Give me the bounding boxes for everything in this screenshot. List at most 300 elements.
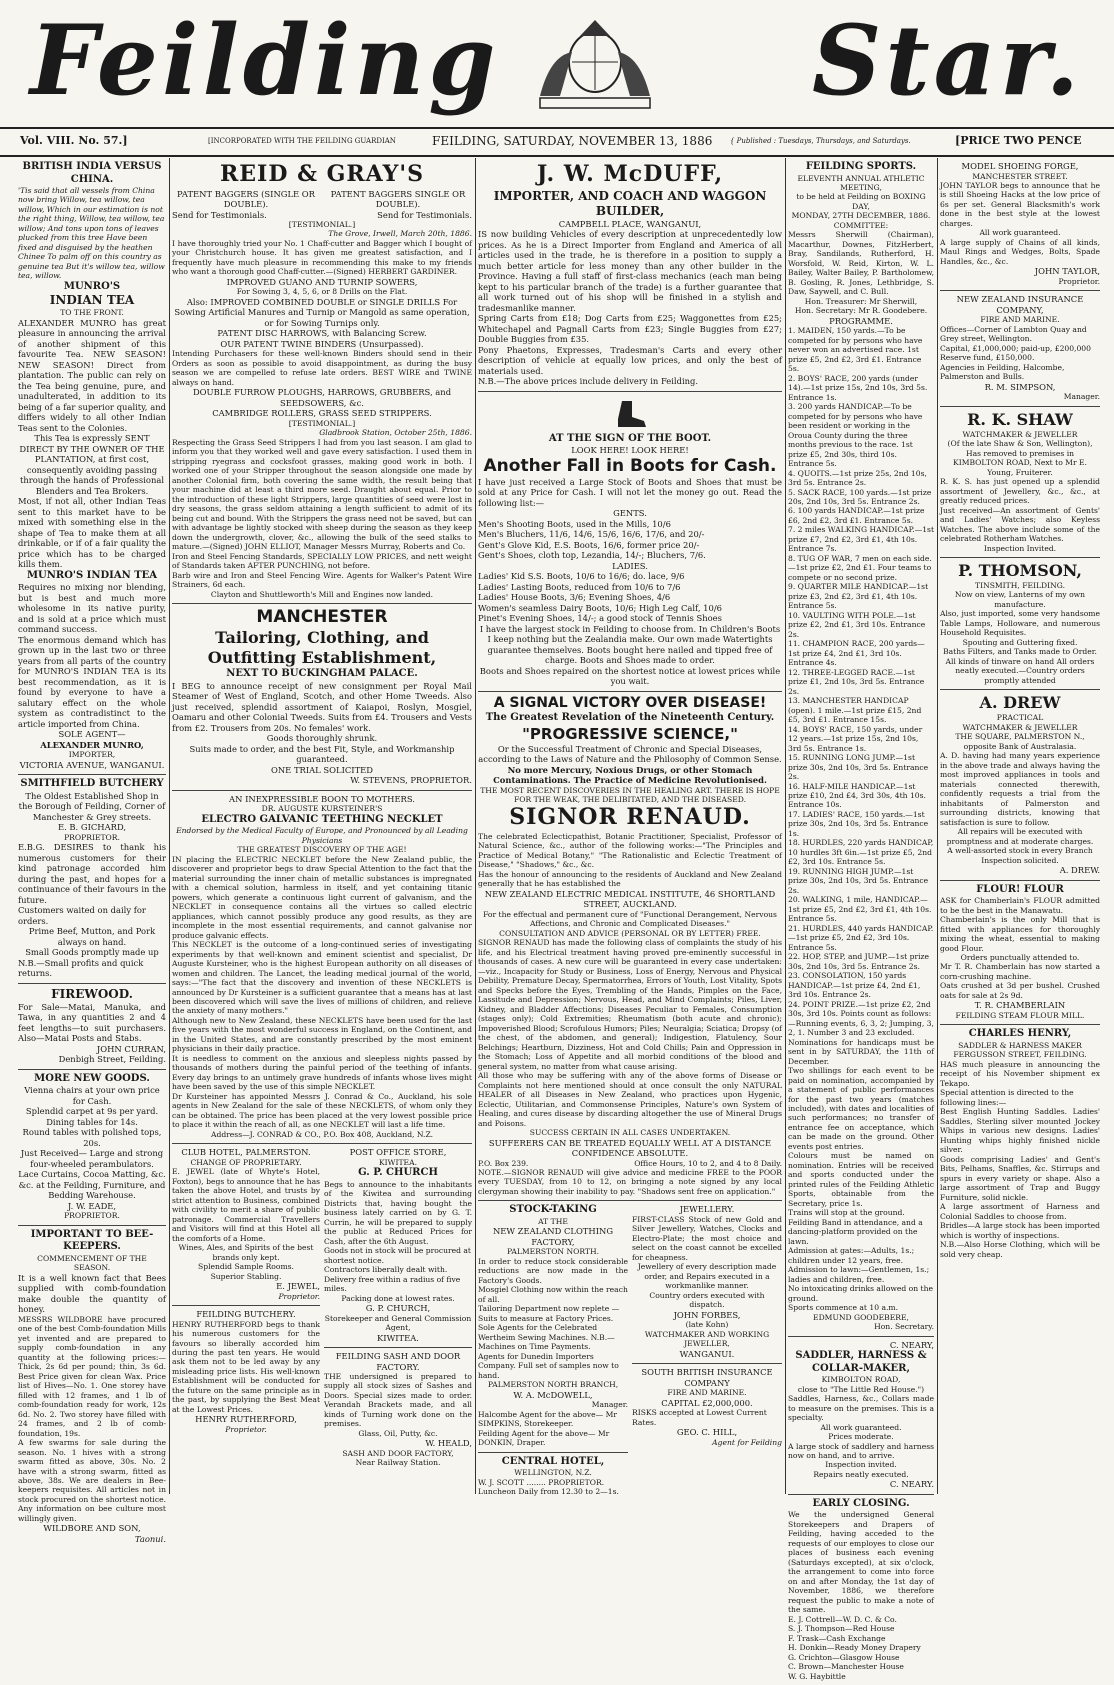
reid-testimonial-text: I have thoroughly tried your No. 1 Chaff-cutter and Bagger which I bought of your Christchurch house. It has given me greatest satisfaction, and I frequently have much pleasure in recommending this make to my friends who want a thorough good Chaff-cutter.—(Signed) HERBERT GARDINER. <box>172 238 472 277</box>
flour-role: FEILDING STEAM FLOUR MILL. <box>955 1010 1085 1020</box>
henry-place: FERGUSSON STREET, FEILDING. <box>953 1050 1087 1060</box>
stock-taking-line-7: Feilding Agent for the above— Mr DONKIN, Draper. <box>478 1428 610 1448</box>
bee-text: It is a well known fact that Bees supplied with comb-foundation make double the quantity of honey. <box>18 1272 166 1315</box>
renaud-text: The celebrated Eclecticpathist, Botanic Practitioner, Specialist, Professor of Natural Science, &c., author of the following works:—"The Principles and Practice of Medical Botany," "The Rationalistic and Eclectic Treatment of Disease," "Shadows," &c., &c. <box>478 831 782 870</box>
masthead-title-right: Star. <box>812 4 1084 117</box>
nzi-text-2: Capital, £1,000,000; paid-up, £200,000 Reserve fund, £150,000. <box>940 343 1091 363</box>
sash-title: FEILDING SASH AND DOOR FACTORY. <box>335 1351 461 1372</box>
programme-event: 7. 2 miles WALKING HANDICAP.—1st prize £7, 2nd £2, 3rd £1, 4th 10s. Entrance 7s. <box>788 525 935 554</box>
signatory: E. J. Cottrell—W. D. C. & Co. <box>788 1614 897 1624</box>
rks-text-2: R. K. S. has just opened up a splendid assortment of Jewellery, &c., &c., at greatly reduced prices. <box>940 477 1100 506</box>
central-hotel-ad <box>478 1453 628 1501</box>
mcduff-line-2: Spring Carts from £18; Dog Carts from £25; Waggonettes from £25; Whitechapel and Pagnall Carts from £23; Single Buggies from £27; Double Buggies from £35. <box>478 313 782 344</box>
programme-event: 16. HALF-MILE HANDICAP.—1st prize £10, 2nd £4, 3rd 30s, 4th 10s. Entrance 10s. <box>788 781 926 810</box>
agent-role: IMPORTER, <box>68 750 116 760</box>
feilding-butchery-ad <box>172 1306 320 1438</box>
thomson-text-4: Baths Filters, and Tanks made to Order. <box>943 647 1097 657</box>
neary-name: C. NEARY, <box>889 1339 934 1350</box>
programme-event: 5. SACK RACE, 100 yards.—1st prize 20s, 2nd 10s, 3rd 5s. Entrance 2s. <box>788 487 932 506</box>
reid-line-1: IMPROVED GUANO AND TURNIP SOWERS, <box>226 276 418 287</box>
goods-line-6: Lace Curtains, Cocoa Matting, &c. &c. at the Feilding, Furniture, and Bedding Warehouse. <box>18 1169 166 1201</box>
club-line-2: Wines, Ales, and Spirits of the best brands only kept. <box>178 1243 314 1262</box>
renaud-text-4: SIGNOR RENAUD has made the following class of complaints the study of his life, and his Electrical treatment having proved pre-eminently successful in thousands of cases. A new cure will be guaranteed in every case undertaken:—viz., Incapacity for Study or Business, Loss of Energy, Nervous and Physical Debility, Premature Decay, Spermatorrhea, Errors of Youth, Lost Vitality, Spots and Specks before the Eyes, Trembling of the Hands, Pimples on the Face, Lassitude and Depression; Nervous, Head, and Mind Complaints; Piles, Liver, Kidney, and Bladder Affections; Diseases Peculiar to Females, Consumption (stages only); Cold Extremities; Rheumatism (both acute and chronic); Impoverished Blood; Scrofulous Humors; Piles; Neuralgia; Sciatica; Dropsy (of the chest, of the abdomen, and general); Indigestion, Flatulency, Sour Belchings; Heartburn, Dizziness, Hot and Cold Chills; Pain and Oppression in the Stomach; Loss of Appetite and all morbid conditions of the blood and general system, no matter from what cause arising. <box>478 938 782 1071</box>
munro-text: ALEXANDER MUNRO has great pleasure in announcing the arrival of another shipment of this favourite Tea. NEW SEASON! NEW SEASON! Direct from plantation. The public can rely on the Tea being genuine, pure, and unadulterated, in addition to its being of a far superior quality, and differs widely to all other Indian Teas sent to the Colonies. <box>18 317 166 433</box>
goods-line-2: Splendid carpet at 9s per yard. <box>25 1106 159 1117</box>
munro-tea-2-head: MUNRO'S INDIAN TEA <box>26 569 158 581</box>
renaud-text-5: All those who may be suffering with any of the above forms of Disease or Complaints not here mentioned should at once consult the only NATURAL HEALER of all Diseases in New Zealand, who practices upon Hygenic, Eclectic, Utilitarian, and Commonsense Principles, Nature's own System of Healing, and cures disease by discarding altogether the use of Mineral Drugs and Poisons. <box>478 1071 782 1128</box>
boon-address: Address—J. CONRAD & CO., P.O. Box 408, Auckland, N.Z. <box>210 1129 434 1139</box>
mcduff-title: J. W. McDUFF, <box>536 161 724 187</box>
programme-event: 24. POINT PRIZE.—1st prize £2, 2nd 30s, 3rd 10s. Points count as follows:—Running events, 6, 3, 2; Jumping, 3, 2, 1. Number 3 and 23 excluded. <box>788 999 934 1038</box>
sbi-sub: FIRE AND MARINE. <box>667 1388 747 1398</box>
rks-text: Has removed to premises in KIMBOLTON ROAD, Next to Mr E. Young, Fruiterer. <box>953 448 1087 477</box>
early-closing-signatories <box>788 1615 934 1681</box>
central-hotel-owner: W. J. SCOTT ........ PROPRIETOR. <box>478 1477 605 1487</box>
manchester-sub: NEXT TO BUCKINGHAM PALACE. <box>226 668 418 680</box>
reid-line-9: Iron and Steel Fencing Standards, SPECIALLY LOW PRICES, and nett weight of Standards taken AFTER PUNCHING, not before. <box>172 551 472 571</box>
boot-sub: LOOK HERE! LOOK HERE! <box>571 445 689 455</box>
central-hotel-line-2: Luncheon Daily from 12.30 to 2—1s. <box>478 1487 619 1497</box>
programme-event: 13. MANCHESTER HANDICAP (open). 1 mile.—1st prize £15, 2nd £5, 3rd £1. Entrance 15s. <box>788 696 922 725</box>
boot-line-3: Boots and Shoes repaired on the shortest notice at lowest prices while you wait. <box>479 665 781 687</box>
column-2-lower <box>172 1144 472 1472</box>
fb-role: Proprietor. <box>225 1424 267 1434</box>
manchester-head: Tailoring, Clothing, and Outfitting Establishment, <box>207 628 437 668</box>
nzi-title: NEW ZEALAND INSURANCE COMPANY, <box>956 294 1084 315</box>
reid-line-2: For Sowing 3, 4, 5, 6, or 8 Drills on the Flat. <box>236 287 408 297</box>
stock-taking-line-6: Halcombe Agent for the above— Mr SIMPKINS, Storekeeper. <box>478 1409 618 1429</box>
jewellery-text: FIRST-CLASS Stock of new Gold and Silver Jewellery, Watches, Clocks and Electro-Plate; the most choice and select on the coast cannot be excelled for cheapness. <box>632 1214 782 1262</box>
smithfield-butchery-ad <box>18 775 166 983</box>
boon-sub-3: THE GREATEST DISCOVERY OF THE AGE! <box>237 845 407 855</box>
programme-event: 18. HURDLES, 220 yards HANDICAP, 10 hurdles 3ft 6in.—1st prize £5, 2nd £2, 3rd 10s. Entrance 5s. <box>788 838 934 867</box>
sports-text-3: Colours must be named on nomination. Entries will be received and sports conducted under the printed rules of the Feilding Athletic Sports, obtainable from the Secretary, price 1s. <box>788 1151 934 1208</box>
munro-text-3: Most, if not all, other Indian Teas sent to this market have to be mixed with something else in the shape of Tea to make them at all drinkable, or if of a fair quality the price which has to be charged kills them. <box>18 496 166 570</box>
masthead <box>0 0 1114 118</box>
drew-place: THE SQUARE, PALMERSTON N., opposite Bank of Australasia. <box>955 732 1085 751</box>
firewood-ad <box>18 984 166 1070</box>
new-goods-ad <box>18 1070 166 1226</box>
boot-icon <box>610 399 650 429</box>
reid-testimonial-2-label: [TESTIMONIAL.] <box>288 418 356 428</box>
post-office-store-ad <box>324 1144 472 1348</box>
po-role: Storekeeper and General Commission Agent, <box>324 1313 472 1333</box>
po-owner: G. P. CHURCH, <box>365 1303 431 1314</box>
thomson-title: P. THOMSON, <box>958 561 1082 580</box>
flour-text-3: Orders punctually attended to. <box>960 952 1080 962</box>
stock-taking-text: In order to reduce stock considerable reductions are now made in the Factory's Goods. <box>478 1256 628 1285</box>
boot-shop-ad <box>478 392 782 692</box>
signatory: S. J. Thompson—Red House <box>788 1624 895 1634</box>
drew-text: A. D. having had many years experience in the above trade and always having the most improved appliances in tools and materials connected therewith, confidently requests a trial from the inhabitants of Palmerston and surrounding districts, knowing that satisfaction is sure to follow. <box>940 751 1100 827</box>
nzi-role: Manager. <box>1063 392 1100 402</box>
agent-label: SOLE AGENT— <box>58 729 126 740</box>
sports-sub-2: to be held at Feilding on BOXING DAY, <box>796 192 926 211</box>
henry-text-5: A large assortment of Harness and Colonial Saddles to choose from. <box>940 1202 1100 1221</box>
boot-line-2: I have the largest stock in Feilding to choose from. In Children's Boots I keep nothing but the Zealandia make. Our own made Watertights guarantee themselves. Boots bought here nailed and tipped free of charge. Boots and Shoes made to order. <box>479 623 781 666</box>
agent-address: VICTORIA AVENUE, WANGANUI. <box>19 759 165 770</box>
tea-poem-title: BRITISH INDIA VERSUS CHINA. <box>22 161 162 185</box>
club-owner: E. JEWEL, <box>276 1281 320 1292</box>
programme-event: 9. QUARTER MILE HANDICAP.—1st prize £3, 2nd £2, 3rd £1, 4th 10s. Entrance 5s. <box>788 582 929 611</box>
neary-saddler-ad <box>788 1337 934 1495</box>
signal-sub-2: Or the Successful Treatment of Chronic and Special Diseases, according to the Laws of Nature and the Philosophy of Common Sense. <box>478 743 782 764</box>
boon-head: ELECTRO GALVANIC TEETHING NECKLET <box>201 813 443 825</box>
bee-owner: WILDBORE AND SON, <box>43 1523 141 1534</box>
programme-event: 17. LADIES' RACE, 150 yards.—1st prize 30s, 2nd 10s, 3rd 5s. Entrance 1s. <box>788 809 929 838</box>
south-british-insurance-ad <box>632 1364 782 1451</box>
renaud-text-3: For the effectual and permanent cure of "Functional Derangement, Nervous Affections, and Chronic and Complicated Diseases." <box>483 909 777 929</box>
programme-event: 21. HURDLES, 440 yards HANDICAP.—1st prize £5, 2nd £2, 3rd 10s. Entrance 5s. <box>788 923 934 952</box>
boot-head: Another Fall in Boots for Cash. <box>483 455 777 476</box>
sash-text: THE undersigned is prepared to supply all stock sizes of Sashes and Doors. Special sizes made to order. Verandah Brackets made, and all kinds of Turning work done on the premises. <box>324 1372 472 1429</box>
reid-line-4: PATENT DISC HARROWS, with Balancing Screw. <box>217 328 427 339</box>
sbi-owner: GEO. C. HILL, <box>676 1427 738 1438</box>
early-closing-text: We the undersigned General Storekeepers and Drapers of Feilding, having acceded to the requests of our employes to close our places of business each evening (Saturdays excepted), at six o'clock, the arrangement to come into force on and after Monday, the 1st day of November, 1886, we therefore request the public to make a note of the same. <box>788 1510 934 1615</box>
reid-title: REID & GRAY'S <box>220 161 424 187</box>
sports-text-5: Feilding Band in attendance, and a dancing-platform provided on the lawn. <box>788 1217 923 1246</box>
flour-text-2: Chamberlain's is the only Mill that is fitted with appliances for thoroughly mixing the wheat, essential to making good Flour. <box>940 915 1100 953</box>
price: [PRICE TWO PENCE <box>955 134 1082 147</box>
reid-line-8: CAMBRIDGE ROLLERS, GRASS SEED STRIPPERS. <box>212 408 432 419</box>
henry-text: HAS much pleasure in announcing the receipt of his November shipment ex Tekapo. <box>940 1059 1100 1088</box>
jewellery-line-3: Country orders executed with dispatch. <box>649 1290 765 1310</box>
drew-text-2: All repairs will be executed with promptness and at moderate charges. <box>946 827 1094 846</box>
renaud-distance: SUFFERERS CAN BE TREATED EQUALLY WELL AT A DISTANCE CONFIDENCE ABSOLUTE. <box>488 1137 772 1158</box>
stock-taking-line-2: Mosgiel Clothing now within the reach of all. <box>478 1285 628 1304</box>
flour-owner: T. R. CHAMBERLAIN <box>974 1000 1066 1011</box>
renaud-institute: NEW ZEALAND ELECTRIC MEDICAL INSTITUTE, 46 SHORTLAND STREET, AUCKLAND. <box>484 888 776 910</box>
volume-number: Vol. VIII. No. 57.] <box>20 134 128 147</box>
manchester-line-2: Goods thoroughly shrunk. <box>266 733 378 744</box>
programme-event: 23. CONSOLATION, 150 yards HANDICAP.—1st prize £4, 2nd £1, 3rd 10s. Entrance 2s. <box>788 971 921 1000</box>
neary-text: Saddles, Harness, &c., Collars made to measure on the premises. This is a specialty. <box>788 1394 934 1423</box>
sash-line-2: Glass, Oil, Putty, &c. <box>358 1428 438 1438</box>
forge-owner: JOHN TAYLOR, <box>1034 266 1100 277</box>
reid-gray-ad <box>172 158 472 604</box>
boon-text-3: Although new to New Zealand, these NECKLETS have been used for the last five years with the most wonderful success in England, on the Continent, and in the United States, and are constantly prescribed by the most eminent physicians in their daily practice. <box>172 1015 472 1054</box>
signal-head: "PROGRESSIVE SCIENCE," <box>522 724 738 743</box>
renaud-consultation: CONSULTATION AND ADVICE (PERSONAL OR BY LETTER) FREE. <box>499 928 761 938</box>
programme-event: 14. BOYS' RACE, 150 yards, under 12 years.—1st prize 15s, 2nd 10s, 3rd 5s. Entrance 1s. <box>788 724 923 753</box>
reid-testimonial-place: The Grove, Irwell, March 20th, 1886. <box>328 229 472 239</box>
manchester-tailoring-ad <box>172 604 472 791</box>
central-hotel-title: CENTRAL HOTEL, <box>501 1455 605 1467</box>
early-closing-ad <box>788 1495 934 1685</box>
sbi-title: SOUTH BRITISH INSURANCE COMPANY <box>641 1367 773 1388</box>
henry-sub: SADDLER & HARNESS MAKER <box>958 1040 1082 1050</box>
sash-door-factory-ad <box>324 1348 472 1472</box>
stock-taking-at: AT THE <box>538 1216 568 1226</box>
sports-text: Nominations for handicaps must be sent in by SATURDAY, the 11th of December. <box>788 1037 934 1066</box>
boon-sub: DR. AUGUSTE KURSTEINER'S <box>261 804 383 814</box>
bee-sub: COMMENCEMENT OF THE SEASON. <box>37 1253 147 1273</box>
programme-event: 12. THREE-LEGGED RACE.—1st prize £1, 2nd 10s, 3rd 5s. Entrance 2s. <box>788 667 925 696</box>
stock-taking-ad <box>478 1201 628 1452</box>
rks-sub: WATCHMAKER & JEWELLER <box>962 429 1078 439</box>
sports-role: Hon. Secretary. <box>874 1322 934 1332</box>
butchery-owner: E. B. GICHARD, <box>57 822 127 833</box>
stock-taking-role: Manager. <box>591 1400 628 1410</box>
reid-testimonial-label: [TESTIMONIAL.] <box>288 220 356 229</box>
programme-event: 1. MAIDEN, 150 yards.—To be competed for by persons who have never won an advertised race. 1st prize £5, 2nd £2, 3rd £1. Entrance 5s. <box>788 326 923 374</box>
rks-text-4: Inspection Invited. <box>983 543 1057 553</box>
signal-line-2: THE MOST RECENT DISCOVERIES IN THE HEALING ART. THERE IS HOPE FOR THE WEAK, THE DELIBITATED, AND THE DISEASED. <box>480 785 780 804</box>
programme-event: 10. VAULTING WITH POLE.—1st prize £2, 2nd £1, 3rd 10s. Entrance 2s. <box>788 610 926 639</box>
ladies-item: Ladies' Lasting Boots, reduced from 10/6 to 7/6 <box>478 581 681 592</box>
sash-owner: W. HEALD, <box>425 1438 472 1449</box>
stock-taking-title: STOCK-TAKING <box>509 1204 597 1216</box>
reid-line-3: Also: IMPROVED COMBINED DOUBLE or SINGLE DRILLS For Sowing Artificial Manures and Turnip or Mangold as same operation, or for Sowing Turnips only. <box>174 296 470 328</box>
sports-committee-label: COMMITTEE: <box>833 220 889 230</box>
nzi-owner: R. M. SIMPSON, <box>984 381 1056 392</box>
boon-text-5: Dr Kursteiner has appointed Messrs J. Conrad & Co., Auckland, his sole agents in New Zealand for the sale of these NECKLETS, of whom only they can be obtained. The price has been placed at the very lowest possible price to place it within the reach of all, as one NECKLET will last a life time. <box>172 1091 472 1130</box>
reid-left: PATENT BAGGERS (SINGLE OR DOUBLE). <box>177 188 315 209</box>
reid-line-5: OUR PATENT TWINE BINDERS (Unsurpassed). <box>220 338 424 349</box>
rks-sub-2: (Of the late Shaw & Son, Wellington), <box>947 439 1093 449</box>
neary-line-5: Inspection invited. <box>825 1460 897 1470</box>
munro-sub: TO THE FRONT. <box>60 308 124 318</box>
flour-ad <box>940 881 1100 1026</box>
bee-place: Taonui. <box>134 1533 166 1544</box>
sports-secretary: Hon. Secretary: Mr R. Goodebere. <box>794 306 928 316</box>
ebg-line-5: N.B.—Small profits and quick returns. <box>18 957 144 979</box>
jewellery-role-2: WATCHMAKER AND WORKING JEWELLER, <box>644 1329 770 1349</box>
sports-text-7: No intoxicating drinks allowed on the ground. <box>788 1284 933 1303</box>
mcduff-place: CAMPBELL PLACE, WANGANUI, <box>558 218 702 229</box>
drew-text-3: A well-assorted stock in every Branch <box>947 846 1093 856</box>
forge-text: JOHN TAYLOR begs to announce that he is still Shoeing Hacks at the low price of 6s per set. General Blacksmith's work done in the best style at the lowest charges. <box>940 180 1100 228</box>
goods-line-5: Just Received— Large and strong four-wheeled perambulators. <box>20 1148 164 1169</box>
drew-title: A. DREW <box>979 693 1061 713</box>
early-closing-title: EARLY CLOSING. <box>812 1497 910 1509</box>
programme-event: 11. CHAMPION RACE, 200 yards—1st prize £4, 2nd £1, 3rd 10s. Entrance 4s. <box>788 639 925 668</box>
column-1 <box>18 158 166 1544</box>
stock-taking-line-4: Sole Agents for the Celebrated Wertheim Sewing Machines. N.B.— Machines on Time Payments. <box>478 1323 615 1352</box>
henry-title: CHARLES HENRY, <box>968 1028 1072 1040</box>
drew-owner: A. DREW. <box>1059 865 1100 876</box>
tea-poem-ad <box>18 158 166 775</box>
programme-event: 2. BOYS' RACE, 200 yards (under 14).—1st prize 15s, 2nd 10s, 3rd 5s. Entrance 1s. <box>788 373 928 402</box>
po-line-4: Packing done at lowest rates. <box>341 1293 455 1303</box>
club-text: E. JEWEL (late of Whyte's Hotel, Foxton), begs to announce that he has taken the above Hotel, and trusts by strict attention to Business, combined with civility to merit a share of public patronage. Commercial Travellers and Visitors will find at this Hotel all the comforts of a Home. <box>172 1167 320 1243</box>
sports-sub: ELEVENTH ANNUAL ATHLETIC MEETING, <box>797 173 925 192</box>
manchester-line-4: ONE TRIAL SOLICITED <box>270 764 374 775</box>
ebg-line-2: Customers waited on daily for orders. <box>18 905 146 926</box>
po-line-2: Goods not in stock will be procured at shortest notice. <box>324 1246 471 1265</box>
sports-text-4: Trains will stop at the ground. <box>788 1208 905 1218</box>
reid-right: PATENT BAGGERS SINGLE OR DOUBLE). <box>330 188 466 209</box>
central-hotel-place: WELLINGTON, N.Z. <box>514 1468 592 1478</box>
gents-item: Men's Shooting Boots, used in the Mills, 10/6 <box>478 518 671 529</box>
ladies-label: LADIES. <box>612 560 648 571</box>
flour-text-5: Oats crushed at 3d per bushel. Crushed oats for sale at 2s 9d. <box>940 981 1100 1000</box>
signor-renaud-ad <box>478 692 782 1202</box>
thomson-sub: TINSMITH, FEILDING. <box>975 581 1065 590</box>
club-line-4: Superior Stabling. <box>210 1271 282 1281</box>
goods-owner: J. W. EADE, <box>67 1200 117 1211</box>
sports-text-8: Sports commence at 10 a.m. <box>788 1303 899 1313</box>
reid-testimonial-2-text: Respecting the Grass Seed Strippers I had from you last season. I am glad to inform you that they worked well and gave every satisfaction. I used them in stripping ryegrass and cocksfoot grasses, making good work in both. I worked one of your Stripper throughout the season alongside one made by another Colonial firm, both covering the same width, the result being that your machine did at least a third more seed. Draught about equal. Prior to the introduction of these light Strippers, large quantities of seed were lost in dry seasons, the grass seldom attaining a length sufficient to admit of its being cut and bound. With the Strippers the grass need not be saved, but can with advantage be lightly stocked with sheep during the season as they keep down the undergrowth, clover, &c., allowing the bulk of the seed stalks to mature.—(Signed) JOHN ELLIOT, Manager Messrs Murray, Roberts and Co. <box>172 437 472 552</box>
butchery-title: SMITHFIELD BUTCHERY <box>20 778 164 790</box>
munro-text-4: The enormous demand which has grown up in the last two or three years from all parts of the country for MUNRO'S INDIAN TEA is its best recommendation, as it is found by everyone to have a salutary effect on the whole system as contradistinct to the article imported from China. <box>18 634 166 729</box>
reid-line-7: DOUBLE FURROW PLOUGHS, HARROWS, GRUBBERS, and SEEDSOWERS, &c. <box>192 387 452 408</box>
stock-taking-head: NEW ZEALAND CLOTHING FACTORY, <box>492 1226 614 1247</box>
sports-programme <box>788 326 934 1037</box>
ebg-line-3: Prime Beef, Mutton, and Pork always on hand. <box>28 926 156 947</box>
ladies-item: Pinet's Evening Shoes, 14/-; a good stock of Tennis Shoes <box>478 613 722 624</box>
charles-henry-ad <box>940 1025 1100 1263</box>
nzi-text-3: Agencies in Feilding, Halcombe, Palmerston and Bulls. <box>940 362 1065 382</box>
forge-line-2: All work guaranteed. <box>979 228 1061 238</box>
rks-title: R. K. SHAW <box>967 409 1073 429</box>
jewellery-owner: JOHN FORBES, <box>673 1309 741 1320</box>
butchery-role: PROPRIETOR. <box>64 832 120 842</box>
stock-taking-branch: PALMERSTON NORTH BRANCH, <box>487 1380 619 1390</box>
dateline <box>0 127 1114 157</box>
forge-place: MANCHESTER STREET. <box>972 171 1068 181</box>
po-title: POST OFFICE STORE, <box>349 1147 447 1158</box>
teething-necklet-ad <box>172 791 472 1144</box>
jewellery-ad <box>632 1201 782 1364</box>
column-3 <box>478 158 782 1498</box>
programme-event: 8. TUG OF WAR, 7 men on each side.—1st prize £2, 2nd £1. Four teams to compete or no second prize. <box>788 553 932 582</box>
henry-text-2: Special attention is directed to the following lines:— <box>940 1088 1074 1107</box>
sbi-text: RISKS accepted at Lowest Current Rates. <box>632 1408 767 1427</box>
reid-line-10: Barb wire and Iron and Steel Fencing Wire. Agents for Walker's Patent Wire Strainers, 6d each. <box>172 570 472 590</box>
sash-place: Near Railway Station. <box>355 1458 441 1468</box>
goods-line-1: Vienna chairs at your own price for Cash. <box>24 1085 160 1106</box>
drew-sub-2: WATCHMAKER & JEWELLER <box>962 722 1078 732</box>
munro-label: MUNRO'S <box>63 280 121 292</box>
sports-text-2: Two shillings for each event to be paid on nomination, accompanied by a statement of public performances for the past two years (matches included), with dates and localities of such performances; no transfer of entrance fee on acceptance, which can be made on the ground. Other events post entries. <box>788 1066 934 1151</box>
fb-title: FEILDING BUTCHERY. <box>196 1309 296 1320</box>
thomson-text: Now on view, Lanterns of my own manufacture. <box>954 590 1086 609</box>
renaud-box: P.O. Box 239. <box>478 1158 529 1168</box>
ladies-list <box>478 571 782 624</box>
club-role: Proprietor. <box>278 1291 320 1301</box>
publication-days: { Published : Tuesdays, Thursdays, and Saturdays. <box>730 137 911 145</box>
firewood-title: FIREWOOD. <box>51 986 133 1001</box>
ebg-text: E.B.G. DESIRES to thank his numerous customers for their kind patronage accorded him during the past, and hopes for a continuance of their favours in the future. <box>18 842 166 905</box>
sports-treasurer: Hon. Treasurer: Mr Sherwill, <box>804 296 918 306</box>
boot-text: I have just received a Large Stock of Boots and Shoes that must be sold at any Price for Cash. I will not let the money go out. Read the following list:— <box>478 476 782 508</box>
programme-event: 15. RUNNING LONG JUMP.—1st prize 30s, 2nd 10s, 3rd 5s. Entrance 2s. <box>788 753 929 782</box>
firewood-text: For Sale—Matai, Manuka, and Tawa, in any quantities 2 and 4 feet lengths—to suit purchasers. Also—Matai Posts and Stabs. <box>18 1001 166 1044</box>
rks-text-3: Just received—An assortment of Gents' and Ladies' Watches; also Keyless Watches. The above include some of the celebrated Rotherham Watches. <box>940 505 1100 544</box>
mcduff-line-3: Pony Phaetons, Expresses, Tradesman's Carts and every other description of vehicle at equally low prices, and only the best of materials used. <box>478 344 782 376</box>
manchester-title: MANCHESTER <box>256 607 388 628</box>
gents-item: Gent's Glove Kid, E.S. Boots, 16/6, former price 20/- <box>478 539 700 550</box>
jewellery-place: WANGANUI. <box>679 1348 735 1359</box>
ebg-line-4: Small Goods promptly made up <box>25 947 159 958</box>
fb-text: HENRY RUTHERFORD begs to thank his numerous customers for the favours so liberally accorded him during the past ten years. He would ask them not to be led away by any misleading price lists. His well-known Establishment will be conducted for the future on the same principle as in the past, by supplying the Best Meat at the Lowest Prices. <box>172 1319 320 1414</box>
boon-title: AN INEXPRESSIBLE BOON TO MOTHERS. <box>229 793 415 804</box>
reid-line-11: Clayton and Shuttleworth's Mill and Engines now landed. <box>210 589 434 599</box>
neary-owner: C. NEARY. <box>889 1479 934 1490</box>
signatory: W. G. Haybittle <box>788 1671 846 1681</box>
bee-keepers-ad <box>18 1226 166 1549</box>
goods-line-3: Dining tables for 14s. <box>46 1116 138 1127</box>
po-head: G. P. CHURCH <box>358 1167 438 1179</box>
ladies-item: Ladies' Kid S.S. Boots, 10/6 to 16/6; do. lace, 9/6 <box>478 571 685 582</box>
royal-crest-icon <box>520 6 670 112</box>
club-line-3: Splendid Sample Rooms. <box>198 1262 294 1272</box>
signal-sub: The Greatest Revelation of the Nineteenth Century. <box>485 712 775 724</box>
boot-title: AT THE SIGN OF THE BOOT. <box>548 432 712 444</box>
programme-event: 4. QUOITS.—1st prize 25s, 2nd 10s, 3rd 5s. Entrance 2s. <box>788 468 927 488</box>
renaud-hours: Office Hours, 10 to 2, and 4 to 8 Daily. <box>634 1158 782 1168</box>
bee-title: IMPORTANT TO BEE-KEEPERS. <box>30 1228 154 1253</box>
stock-taking-place: PALMERSTON NORTH. <box>506 1247 600 1257</box>
po-role-2: KIWITEA. <box>377 1332 419 1343</box>
thomson-text-3: Spouting and Guttering fixed. <box>962 637 1078 647</box>
programme-event: 22. HOP, STEP, and JUMP.—1st prize 30s, 2nd 10s, 3rd 5s. Entrance 2s. <box>788 952 930 971</box>
henry-text-7: N.B.—Also Horse Clothing, which will be sold very cheap. <box>940 1240 1100 1259</box>
sports-committee: Messrs Sherwill (Chairman), Macarthur, Downes, FitzHerbert, Bray, Sandilands, Rutherford, H. Worsfold, W. Reid, Kirton, W. L. Bailey, Walter Bailey, P. Bartholomew, B. Gosling, R. Jones, Lethbridge, S. Daw, Saywell, and C. Bull. <box>788 230 934 297</box>
programme-event: 20. WALKING, 1 mile, HANDICAP.—1st prize £5, 2nd £2, 3rd £1, 4th 10s. Entrance 5s. <box>788 895 932 924</box>
signal-line-1: No more Mercury, Noxious Drugs, or other Stomach Contaminations. The Practice of Medicine Revolutionised. <box>493 764 767 785</box>
column-3-lower <box>478 1201 782 1500</box>
agent-name: ALEXANDER MUNRO, <box>40 739 144 750</box>
neary-title: SADDLER, HARNESS & COLLAR-MAKER, <box>795 1350 927 1374</box>
henry-text-3: Best English Hunting Saddles. Ladies' Saddles, Sterling silver mounted Jockey Whips in various new designs. Ladies' Hunting whips highly finished nickle silver. <box>940 1107 1100 1155</box>
gents-item: Men's Bluchers, 11/6, 14/6, 15/6, 16/6, 17/6, and 20/- <box>478 529 705 540</box>
masthead-title-left: Feilding <box>30 4 500 117</box>
stock-taking-line-5: Agents for Dunedin Importers Company. Full set of samples now to hand. <box>478 1351 619 1380</box>
signatory: F. Trask—Cash Exchange <box>788 1633 886 1643</box>
programme-event: 19. RUNNING HIGH JUMP.—1st prize 30s, 2nd 10s, 3rd 5s. Entrance 2s. <box>788 866 929 895</box>
jewellery-title: JEWELLERY. <box>679 1204 735 1215</box>
manchester-line-3: Suits made to order, and the best Fit, Style, and Workmanship guaranteed. <box>189 743 455 765</box>
henry-text-6: Bridles—A large stock has been imported which is worthy of inspections. <box>940 1221 1100 1240</box>
bee-text-2: MESSRS WILDBORE have procured one of the best Comb-foundation Mills yet invented and are prepared to supply comb-foundation in any quantity at the following prices:—Thick, 2s 6d per pound; thin, 3s 6d. Best Price given for clean Wax. Price list of Hives—No. 1. One storey have filled with 12 frames, and 1 lb of comb-foundation ready for work, 12s 6d. No. 2. Two storey have filled with 24 frames, and 2 lb of comb-foundation, 19s. <box>18 1314 166 1438</box>
boon-text-2: This NECKLET is the outcome of a long-continued series of investigating experiments by that well-known and eminent scientist and specialist, Dr Auguste Kursteiner, who is the highest European authority on all diseases of women and children. The Lancet, the leading medical journal of the world, says:—"The fact that the discovery and invention of these NECKLETS is announced by Dr Kursteiner is a sufficient guarantee that a means has at last been discovered which will save the lives of millions of children, and relieve the anxiety of many mothers." <box>172 940 472 1016</box>
sports-text-6: Admission at gates:—Adults, 1s.; children under 12 years, free. Admission to lawn:—Gentlemen, 1s.; ladies and children, free. <box>788 1246 930 1284</box>
reid-send-1: Send for Testimonials. <box>172 209 267 220</box>
drew-sub: PRACTICAL <box>996 713 1044 723</box>
henry-text-4: Goods comprising Ladies' and Gent's Bits, Pelhams, Snaffles, &c. Stirrups and spurs in every variety or shape. Also a large assortment of Trap and Buggy Furniture, solid nickle. <box>940 1154 1100 1202</box>
stock-taking-line-3: Tailoring Department now replete —Suits to measure at Factory Prices. <box>478 1304 620 1323</box>
gents-list <box>478 519 782 561</box>
drew-text-4: Inspection solicited. <box>981 855 1059 865</box>
club-title: CLUB HOTEL, PALMERSTON. <box>181 1147 311 1158</box>
po-text: Begs to announce to the inhabitants of the Kiwitea and surrounding Districts that, having bought the business lately carried on by G. T. Currin, he will be prepared to supply the public at Reduced Prices for Cash, after the 6th August. <box>324 1179 472 1246</box>
firewood-owner: JOHN CURRAN, <box>96 1043 166 1054</box>
programme-event: 3. 200 yards HANDICAP.—To be competed for by persons who have been resident or working in the Oroua County during the three months previous to the race. 1st prize £5, 2nd 30s, third 10s. Entrance 5s. <box>788 402 923 469</box>
rks-shaw-ad <box>940 407 1100 558</box>
renaud-note: NOTE.—SIGNOR RENAUD will give advice and medicine FREE to the POOR every TUESDAY, from 10 to 12, on bringing a note signed by any local clergyman showing their inability to pay. "Shadows sent free on application." <box>478 1167 782 1196</box>
renaud-title: SIGNOR RENAUD. <box>509 804 751 831</box>
signatory: C. Brown—Manchester House <box>788 1662 904 1672</box>
programme-event: 6. 100 yards HANDICAP.—1st prize £6, 2nd £2, 3rd £1. Entrance 5s. <box>788 506 925 525</box>
boon-text: IN placing the ELECTRIC NECKLET before the New Zealand public, the discoverer and proprietor begs to draw Special Attention to the fact that the material surrounding the inner chain of metallic substances is impregnated with a chemical solution, harmless in itself, and yet containing titanic powers, which generate a continuous light current of galvanism, and the NECKLET in consequence contains all the virtues so called electric appliances, which cannot possibly produce any good results, as they are incomplete in the most essential requirements, and cannot galvanise nor produce galvanic effects. <box>172 854 472 940</box>
mcduff-line-4: N.B.—The above prices include delivery in Feilding. <box>478 376 699 386</box>
club-sub: CHANGE OF PROPRIETARY. <box>190 1157 302 1167</box>
thomson-text-2: Also, just imported, some very handsome Table Lamps, Holloware, and numerous Household Requisites. <box>940 609 1100 638</box>
mcduff-text: IS now building Vehicles of every description at unprecedentedly low prices. As he is a Direct Importer from England and America of all articles used in the trade, he is therefore in a position to supply a much better article for less money than any other builder in the Province. Having a full staff of first-class mechanics (each man being kept to his particular branch of the trade) is a further guarantee that all work turned out of his shop will be finished in a stylish and tradesmanlike manner. <box>478 229 782 313</box>
shoeing-forge-ad <box>940 158 1100 291</box>
bee-text-3: A few swarms for sale during the season. No. 1 hives with a strong swarm fitted as above, 30s. No. 2 have with a strong swarm, fitted as above, 38s. We are dealers in Bee-keepers requisites. All articles not in stock procured on the shortest notice. Any information on bee culture most willingly given. <box>18 1438 166 1523</box>
drew-watchmaker-ad <box>940 690 1100 880</box>
sash-role: SASH AND DOOR FACTORY, <box>342 1448 454 1458</box>
manchester-owner: W. STEVENS, PROPRIETOR. <box>350 775 472 786</box>
issue-date: FEILDING, SATURDAY, NOVEMBER 13, 1886 <box>432 134 713 148</box>
flour-text-4: Mr T. R. Chamberlain has now started a corn-crushing machine. <box>940 962 1100 981</box>
neary-line-2: All work guaranteed. <box>820 1422 902 1432</box>
ladies-item: Women's seamless Dairy Boots, 10/6; High Leg Calf, 10/6 <box>478 602 722 613</box>
neary-place: KIMBOLTON ROAD, <box>821 1375 901 1385</box>
